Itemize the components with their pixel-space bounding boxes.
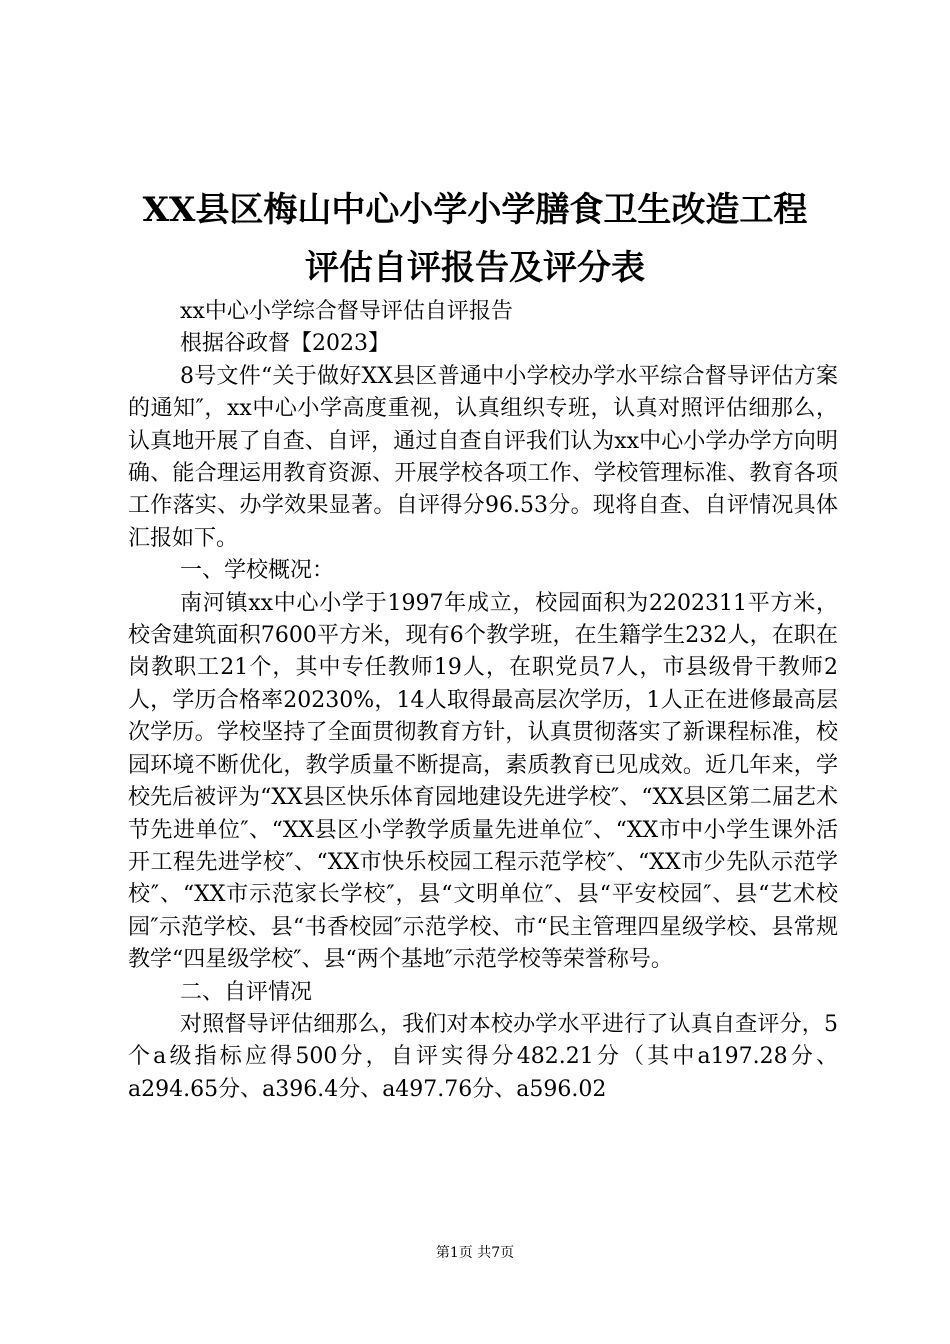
document-title-line-2: 评估自评报告及评分表 [305,248,645,288]
paragraph-self-evaluation: 对照督导评估细那么，我们对本校办学水平进行了认真自查评分，5个a级指标应得500分，自评实得分482.21分（其中a197.28分、a294.65分、a396.4分、a497.76分、a596.02 [128,1011,838,1102]
section-heading-self-evaluation: 二、自评情况 [180,979,313,1005]
paragraph-school-overview: 南河镇xx中心小学于1997年成立，校园面积为2202311平方米，校舍建筑面积7600平方米，现有6个教学班，在生籍学生232人，在职在岗教职工21个，其中专任教师19人，在职党员7人，市县级骨干教师2人，学历合格率20230%，14人取得最高层次学历，1人正在进修最高层次学历。学校坚持了全面贯彻教育方针，认真贯彻落实了新课程标准，校园环境不断优化，教学质量不断提高，素质教育已见成效。近几年来，学校先后被评为“XX县区快乐体育园地建设先进学校″、“XX县区第二届艺术节先进单位″、“XX县区小学教学质量先进单位″、“XX市中小学生课外活开工程先进学校″、“XX市快乐校园工程示范学校″、“XX市少先队示范学校″、“XX市示范家长学校″，县“文明单位″、县“平安校园″、县“艺术校园″示范学校、县“书香校园″示范学校、市“民主管理四星级学校、县常规教学“四星级学校″、县“两个基地″示范学校等荣誉称号。 [128,590,838,973]
page-number-footer: 第1页 共7页 [435,1245,515,1261]
paragraph-reference: 根据谷政督【2023】 [180,331,390,357]
document-body [128,296,838,1106]
paragraph-report-title: xx中心小学综合督导评估自评报告 [180,299,513,324]
section-heading-school-overview: 一、学校概况： [180,558,335,584]
paragraph-introduction: 8号文件“关于做好XX县区普通中小学校办学水平综合督导评估方案的通知″，xx中心小学高度重视，认真组织专班，认真对照评估细那么，认真地开展了自查、自评，通过自查自评我们认为xx中心小学办学方向明确、能合理运用教育资源、开展学校各项工作、学校管理标准、教育各项工作落实、办学效果显著。自评得分96.53分。现将自查、自评情况具体汇报如下。 [128,363,838,551]
document-title-line-1: XX县区梅山中心小学小学膳食卫生改造工程 [142,190,808,230]
